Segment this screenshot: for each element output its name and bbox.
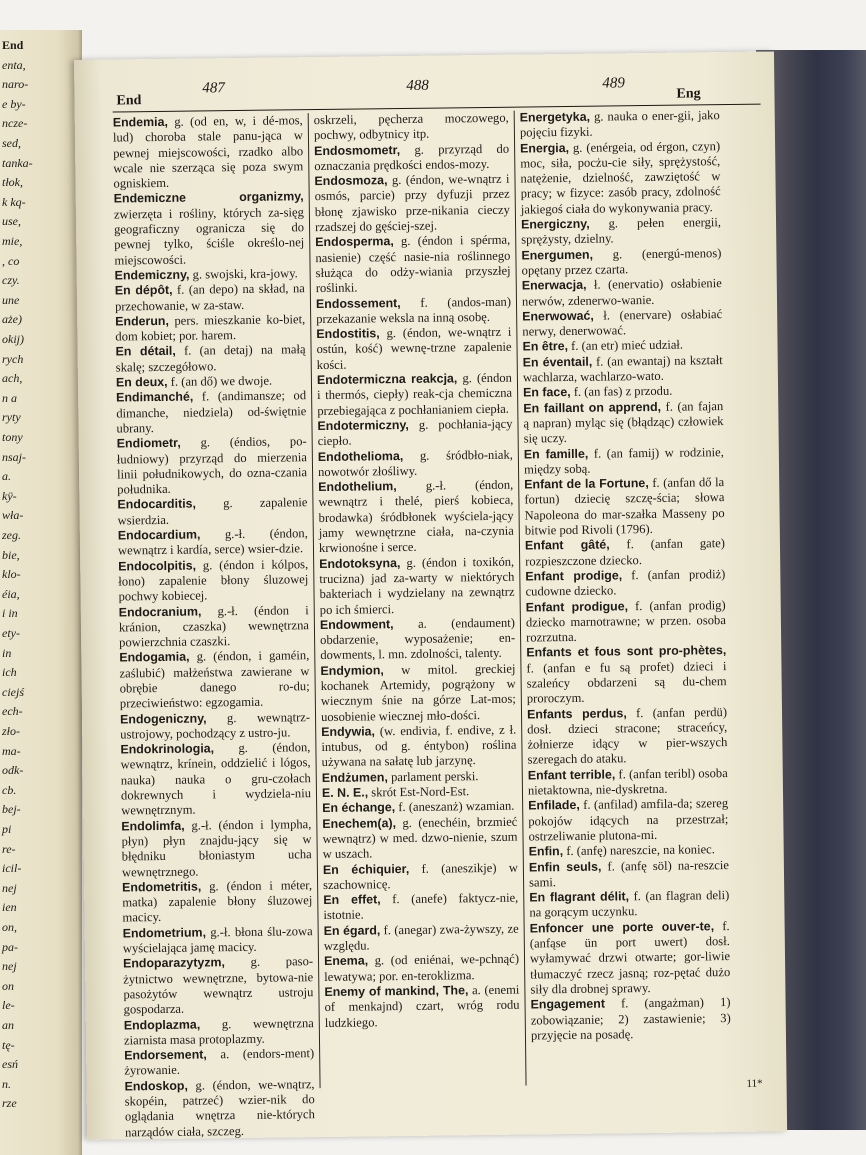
entry-headword: Enfant prodige, xyxy=(525,568,623,584)
dictionary-entry xyxy=(124,1077,315,1141)
dictionary-entry xyxy=(527,705,728,769)
dictionary-entry xyxy=(528,766,728,799)
entry-headword: Endothelioma, xyxy=(317,448,404,464)
entry-definition: g.-ł. (éndon i kránion, czaszka) wewnętrzna powierzchnia czaszki. xyxy=(118,602,310,650)
entry-definition: f. (anfan gate) rozpieszczone dziecko. xyxy=(525,536,726,569)
entry-definition: f. (anfąse ün port uwert) dosł. wyłamywać drzwi otwarte; gor-liwie tłumaczyć rzecz jasną; roz-pętać dużo siły dla drobnej sprawy. xyxy=(529,918,731,997)
entry-headword: Endoparazytyzm, xyxy=(122,955,226,971)
dictionary-entry xyxy=(522,276,722,309)
dictionary-entry xyxy=(314,141,509,174)
entry-headword: Endocranium, xyxy=(118,603,202,619)
page-number-487: 487 xyxy=(202,80,225,97)
dictionary-entry xyxy=(529,858,729,891)
left-page-fragment: enta, xyxy=(2,57,26,72)
entry-headword: Endoplazma, xyxy=(123,1017,201,1032)
dictionary-entry xyxy=(530,995,731,1043)
dictionary-entry xyxy=(316,294,511,327)
entry-headword: Enemy of mankind, The, xyxy=(324,983,469,999)
left-page-fragment: re- xyxy=(2,841,16,856)
entry-definition: a. (endors-ment) żyrowanie. xyxy=(124,1046,315,1078)
entry-headword: En face, xyxy=(523,385,571,400)
dictionary-entry xyxy=(522,307,722,340)
entry-definition: f. (an famij) w rodzinie, między sobą. xyxy=(523,444,724,477)
entry-headword: En échange, xyxy=(322,800,396,816)
entry-headword: Endosmometr, xyxy=(314,142,401,158)
entry-headword: Energetyka, xyxy=(519,109,591,125)
dictionary-entry xyxy=(317,417,512,450)
left-page-fragment: kÿ- xyxy=(2,488,17,503)
entry-definition: g. (od en, w, i dé-mos, lud) choroba stale panu-jąca w pewnej miejscowości, rzadko albo wcale nie szerząca się poza swym ogniskiem. xyxy=(112,113,304,191)
entry-definition: g. (éndon, we-wnątrz i ostún, kość) wewnę-trzne zapalenie kości. xyxy=(316,324,512,372)
dictionary-entry xyxy=(317,371,513,419)
left-page-fragment: wła- xyxy=(2,508,24,523)
dictionary-entry xyxy=(120,740,311,819)
dictionary-entry xyxy=(324,952,519,985)
entry-definition: g. przyrząd do oznaczania prędkości endos-mozy. xyxy=(314,141,510,173)
entry-definition: f. (anfan dő la fortun) dziecię szczę-ścia; słowa Napoleona do mar-szałka Masseny po bitwie pod Rivoli (1796). xyxy=(524,475,725,538)
entry-headword: En famille, xyxy=(523,446,589,462)
left-page-fragment: a. xyxy=(2,469,11,484)
entry-headword: Enfant prodigue, xyxy=(525,598,629,615)
dictionary-entry xyxy=(121,817,312,881)
left-page-fragment: pi xyxy=(2,822,12,836)
left-page-fragment: End xyxy=(2,38,24,52)
entry-headword: Enfilade, xyxy=(528,798,580,813)
left-page-fragment: n. xyxy=(2,1076,11,1091)
left-page-fragment: klo- xyxy=(2,567,21,582)
dictionary-entry xyxy=(123,954,314,1018)
entry-definition: g. pochłania-jący ciepło. xyxy=(317,416,513,449)
entry-headword: Endosmoza, xyxy=(314,173,388,189)
dictionary-entry xyxy=(114,190,305,269)
entry-headword: Enerwacja, xyxy=(521,278,587,293)
entry-headword: Endossement, xyxy=(315,295,401,311)
left-page-fragment: nsaj- xyxy=(2,449,26,464)
entry-headword: Enfant terrible, xyxy=(527,767,616,783)
entry-definition: f. (anfan perdü) dosł. dzieci stracone; straceńcy, żołnierze idący w pier-wszych szeregach do ataku. xyxy=(527,704,728,767)
column-2 xyxy=(314,111,520,1031)
left-page-fragment: mie, xyxy=(2,234,23,248)
left-page-fragment: ety- xyxy=(2,626,20,640)
entry-definition: f. (an fas) z przodu. xyxy=(570,384,673,400)
dictionary-entry xyxy=(115,312,305,345)
entry-definition: g. (éndios, po-łudniowy) przyrząd do mierzenia linii południkowych, do ozna-czania południka. xyxy=(116,434,308,497)
dictionary-entry xyxy=(530,919,731,998)
left-page-fragment: éia, xyxy=(2,586,20,601)
dictionary-entry xyxy=(118,526,308,559)
left-page-fragment: nej xyxy=(2,880,17,895)
entry-headword: Endemiczny, xyxy=(114,267,190,283)
entry-definition: f. (an ewantaj) na kształt wachlarza, wachlarzo-wato. xyxy=(522,352,723,385)
dictionary-entry xyxy=(119,603,310,651)
entry-definition: f. (an depo) na skład, na przechowanie, w za-staw. xyxy=(114,281,305,314)
dictionary-entry xyxy=(120,710,310,743)
entry-definition: g. wewnętrzna ziarnista masa protoplazmy. xyxy=(123,1015,314,1048)
entry-definition: g. (od eniénai, we-pchnąć) lewatywa; por. en-teroklizma. xyxy=(324,951,520,984)
right-page xyxy=(74,51,787,1139)
dictionary-entry xyxy=(521,246,721,279)
entry-headword: Enfoncer une porte ouver-te, xyxy=(529,918,715,936)
entry-definition: f. (aneszanż) wzamian. xyxy=(395,799,515,815)
entry-headword: En être, xyxy=(522,339,569,354)
left-page-fragment: rze xyxy=(2,1096,17,1111)
entry-headword: En effet, xyxy=(323,892,381,908)
left-page-fragment: aże) xyxy=(2,312,22,327)
entry-headword: Endowment, xyxy=(319,616,394,632)
left-running-head: End xyxy=(116,93,142,109)
entry-definition: g. pełen energii, sprężysty, dzielny. xyxy=(521,215,722,247)
left-page-fragment: ryty xyxy=(2,410,21,425)
entry-definition: f. (andos-man) przekazanie weksla na inną osobę. xyxy=(316,294,512,326)
left-page-fragment: tę- xyxy=(2,1037,15,1052)
entry-headword: En dépôt, xyxy=(114,283,173,298)
entry-headword: Enfin, xyxy=(528,844,564,859)
dictionary-entry xyxy=(322,814,518,862)
entry-definition: f. (anefe) faktycz-nie, istotnie. xyxy=(323,890,519,923)
entry-headword: Endocolpitis, xyxy=(118,558,197,574)
entry-headword: En échiquier, xyxy=(322,861,410,877)
dictionary-entry xyxy=(524,445,724,478)
entry-definition: g. (éndon i kólpos, łono) zapalenie błony śluzowej pochwy kobiecej. xyxy=(118,556,309,604)
entry-headword: Endometritis, xyxy=(122,879,202,895)
dictionary-entry xyxy=(117,496,307,529)
entry-headword: Endymion, xyxy=(320,662,384,678)
entry-headword: En éventail, xyxy=(522,354,593,370)
dictionary-entry xyxy=(115,281,305,314)
entry-headword: Endemia, xyxy=(112,114,168,130)
dictionary-entry xyxy=(116,389,307,437)
left-page-fragment: n a xyxy=(2,390,17,405)
entry-headword: E. N. E., xyxy=(321,785,369,801)
dictionary-entry xyxy=(314,111,509,144)
page-number-488: 488 xyxy=(406,77,429,94)
entry-definition: ł. (enervatio) osłabienie nerwów, zdenerwo-wanie. xyxy=(521,276,722,309)
entry-definition: g. zapalenie wsierdzia. xyxy=(117,495,308,528)
page-number-489: 489 xyxy=(602,75,625,92)
entry-definition: f. (an flagran deli) na gorącym uczynku. xyxy=(529,888,730,920)
entry-headword: Endżumen, xyxy=(321,769,388,785)
entry-definition: g. swojski, kra-jowy. xyxy=(189,266,298,282)
entry-headword: En deux, xyxy=(115,374,168,390)
dictionary-entry xyxy=(523,399,724,447)
left-page-fragment: pa- xyxy=(2,939,18,954)
entry-definition: g.-ł. (éndon i lympha, płyn) płyn znajdu-jący się w błędniku błoniastym ucha wewnętrznego. xyxy=(121,816,312,880)
entry-definition: f. (an fajan ą napran) myląc się (błądząc) człowiek się uczy. xyxy=(523,398,724,446)
entry-headword: Enfin seuls, xyxy=(528,859,602,875)
entry-headword: Enderun, xyxy=(115,313,169,329)
dictionary-entry xyxy=(526,643,727,707)
left-page-fragment: use, xyxy=(2,214,21,229)
entry-definition: g.-ł. (éndon, wewnątrz i thelé, pierś kobieca, brodawka) śródbłonek wyściela-jący jamy wewnętrzne ciała, na-czynia krwionośne i serce. xyxy=(318,477,514,556)
entry-headword: Enfants et fous sont pro-phètes, xyxy=(526,643,727,660)
entry-definition: pers. mieszkanie ko-biet, dom kobiet; por. harem. xyxy=(115,312,306,344)
entry-definition: g. (éndon i méter, matka) zapalenie błony śluzowej macicy. xyxy=(122,877,313,925)
entry-definition: g. (éndon, we-wnątrz i osmós, parcie) przy dyfuzji przez błonę zjawisko prze-nikania cieczy rzadszej do gęściej-szej. xyxy=(314,171,510,235)
dictionary-entry xyxy=(526,598,727,646)
left-page-fragment: ncze- xyxy=(2,116,28,131)
left-page-fragment: czy. xyxy=(2,273,20,288)
dictionary-entry xyxy=(319,554,515,618)
dictionary-entry xyxy=(124,1016,314,1049)
dictionary-entry xyxy=(316,325,512,373)
left-page-fragment: zło- xyxy=(2,724,20,738)
entry-headword: Endogeniczny, xyxy=(119,711,207,727)
dictionary-entry xyxy=(321,723,517,771)
left-page-fragment: une xyxy=(2,292,20,307)
entry-definition: f. (aneszikje) w szachownicę. xyxy=(323,860,518,892)
left-page-fragment: tłok, xyxy=(2,175,23,190)
entry-definition: g. (éndon i thermós, ciepły) reak-cja chemiczna przebiegająca z pochłanianiem ciepła. xyxy=(317,370,513,418)
dictionary-entry xyxy=(320,661,516,725)
dictionary-entry xyxy=(117,434,308,498)
left-page-fragment: k kq- xyxy=(2,194,26,209)
entry-definition: f. (anfę söl) na-reszcie sami. xyxy=(528,857,729,890)
dictionary-entry xyxy=(520,139,721,218)
entry-headword: En égard, xyxy=(323,923,381,938)
entry-definition: f. (andimansze; od dimanche, niedziela) od-świętnie ubrany. xyxy=(116,388,307,436)
entry-definition: (w. endivia, f. endive, z ł. intubus, od g. éntybon) roślina używana na sałatę lub jarzynę. xyxy=(321,722,517,770)
entry-headword: Enechem(a), xyxy=(322,815,397,831)
entry-definition: zwierzęta i rośliny, których za-sięg geograficzny ogranicza się do pewnej tylko, ściśle określo-nej miejscowości. xyxy=(113,204,305,268)
dictionary-entry xyxy=(523,353,723,386)
entry-headword: Engagement xyxy=(530,996,606,1012)
dictionary-entry xyxy=(528,796,729,844)
dictionary-entry xyxy=(315,233,511,297)
entry-definition: g.-ł. (éndon, wewnątrz i kardía, serce) wsier-dzie. xyxy=(117,526,308,558)
left-page xyxy=(0,30,82,1155)
entry-definition: g. paso-żytnictwo wewnętrzne, bytowa-nie pasożytów wewnątrz ustroju gospodarza. xyxy=(123,954,314,1017)
entry-headword: Enfant gâté, xyxy=(524,537,610,553)
entry-definition: g. wewnątrz-ustrojowy, pochodzący z ustro-ju. xyxy=(120,709,311,742)
entry-headword: Endocardium, xyxy=(117,527,201,543)
entry-headword: Endorsement, xyxy=(124,1047,207,1063)
entry-headword: Endiometr, xyxy=(116,435,181,451)
column-1 xyxy=(113,113,316,1140)
entry-definition: skrót Est-Nord-Est. xyxy=(368,784,470,800)
entry-headword: Energia, xyxy=(520,140,570,156)
dictionary-entry xyxy=(525,536,725,569)
left-page-fragment: tanka- xyxy=(2,155,33,170)
entry-definition: g. (éndon i spérma, nasienie) część nasie-nia roślinnego służąca do odży-wiania przyszłej roślinki. xyxy=(315,233,511,296)
left-page-fragment: sed, xyxy=(2,136,21,150)
entry-definition: g. (éndon, we-wnątrz, skopéin, patrzeć) wzier-nik do oglądania wnętrza nie-których narządów ciała, szczeg. xyxy=(124,1076,315,1140)
entry-headword: Endothelium, xyxy=(318,479,397,495)
entry-headword: Endotermiczna reakcja, xyxy=(316,371,458,388)
right-running-head: Eng xyxy=(676,86,701,102)
entry-headword: Endokrinologia, xyxy=(120,741,215,757)
left-page-fragment: in xyxy=(2,645,12,660)
entry-headword: Energiczny, xyxy=(520,216,590,232)
entry-headword: Enfant de la Fortune, xyxy=(524,476,649,492)
entry-headword: Enema, xyxy=(323,953,369,969)
dictionary-entry xyxy=(520,108,720,141)
dictionary-entry xyxy=(122,878,313,926)
entry-definition: oskrzeli, pęcherza moczowego, pochwy, odbytnicy itp. xyxy=(313,110,509,143)
dictionary-entry xyxy=(124,1046,314,1079)
entry-definition: g. (enechéin, brzmieć wewnątrz) w med. dzwo-nienie, szum w uszach. xyxy=(322,814,518,862)
left-page-fragment: cb. xyxy=(2,782,17,797)
entry-headword: Enerwować, xyxy=(522,308,594,324)
dictionary-entry xyxy=(323,860,518,893)
entry-headword: Endometrium, xyxy=(122,925,207,941)
entry-definition: f. (anfilad) amfila-da; szereg pokojów idących na przestrzał; ostrzeliwanie plutona-mi. xyxy=(528,796,729,844)
left-page-fragment: i in xyxy=(2,606,18,621)
left-page-fragment: icil- xyxy=(2,861,22,876)
left-page-fragment: esń xyxy=(2,1057,18,1072)
left-page-fragment: okij) xyxy=(2,332,24,346)
dictionary-entry xyxy=(320,615,516,663)
dictionary-entry xyxy=(324,983,520,1031)
dictionary-entry xyxy=(318,447,513,480)
entry-headword: Endogamia, xyxy=(119,650,190,665)
entry-headword: Endotoksyna, xyxy=(319,555,401,571)
left-page-fragment: nej xyxy=(2,959,17,974)
left-page-fragment: on, xyxy=(2,920,17,934)
left-page-fragment: ciejś xyxy=(2,684,24,699)
entry-definition: g. (éndon, i gaméin, zaślubić) małżeństwa zawierane w obrębie danego ro-du; przeciwieństwo: egzogamia. xyxy=(119,648,310,711)
entry-definition: f. (an dő) we dwoje. xyxy=(167,373,273,389)
left-page-fragment: ach, xyxy=(2,371,23,386)
dictionary-entry xyxy=(524,475,725,539)
entry-headword: Energumen, xyxy=(521,247,594,263)
left-page-fragment: odk- xyxy=(2,763,24,778)
entry-headword: Endoskop, xyxy=(124,1078,188,1094)
entry-definition: g. (éndon, wewnątrz, krínein, oddzielić i lógos, nauka) nauka o gru-czołach dokrewnych i wydziela-niu wewnętrznym. xyxy=(120,740,312,818)
entry-headword: Endemiczne organizmy, xyxy=(113,189,304,207)
entry-headword: Endimanché, xyxy=(116,389,194,405)
entry-headword: Endostitis, xyxy=(316,326,380,342)
entry-headword: Endocarditis, xyxy=(117,496,197,512)
dictionary-entry xyxy=(529,888,729,921)
entry-headword: Endotermiczny, xyxy=(317,417,409,433)
left-page-fragment: bie, xyxy=(2,547,20,562)
dictionary-entry xyxy=(323,891,518,924)
left-page-fragment: le- xyxy=(2,998,15,1013)
left-page-fragment: ien xyxy=(2,900,17,915)
dictionary-entry xyxy=(113,113,304,192)
entry-headword: Endolimfa, xyxy=(121,818,185,834)
entry-definition: parlament perski. xyxy=(387,768,479,784)
entry-definition: g.-ł. błona ślu-zowa wyścielająca jamę macicy. xyxy=(122,923,313,956)
entry-definition: ł. (enervare) osłabiać nerwy, denerwować. xyxy=(522,306,723,339)
left-page-fragment: bej- xyxy=(2,802,21,817)
left-page-fragment: , co xyxy=(2,253,20,268)
entry-definition: g. (energú-menos) opętany przez czarta. xyxy=(521,245,722,278)
signature-mark: 11* xyxy=(746,1077,763,1090)
left-page-fragment: e by- xyxy=(2,96,26,111)
entry-headword: Enfants perdus, xyxy=(526,705,627,722)
dictionary-entry xyxy=(119,649,310,713)
dictionary-entry xyxy=(115,343,305,376)
entry-headword: En détail, xyxy=(115,344,176,359)
left-page-fragment: on xyxy=(2,978,14,993)
entry-definition: w mitol. greckiej kochanek Artemidy, pogrążony w wiecznym śnie na górze Lat-mos; uosobienie wiecznej mło-dości. xyxy=(320,661,516,724)
left-page-fragment: an xyxy=(2,1018,14,1032)
entry-definition: a. (enemi of menkajnd) czart, wróg rodu ludzkiego. xyxy=(324,982,520,1030)
left-page-fragment: ma- xyxy=(2,743,21,758)
left-page-fragment: tony xyxy=(2,430,23,444)
entry-definition: f. (angażman) 1) zobowiązanie; 2) zastawienie; 3) przyjęcie na posadę. xyxy=(530,995,731,1043)
dictionary-entry xyxy=(521,215,721,248)
dictionary-entry xyxy=(314,172,510,236)
entry-definition: f. (anfę) nareszcie, na koniec. xyxy=(563,842,715,859)
entry-definition: f. (anfan prodig) dziecko marnotrawne; w przen. osoba rozrzutna. xyxy=(525,597,726,645)
dictionary-entry xyxy=(525,567,725,600)
entry-definition: f. (an etr) mieć udział. xyxy=(567,338,684,354)
entry-headword: Endosperma, xyxy=(315,234,394,250)
entry-definition: f. (anfan e fu są profet) dzieci i szaleńcy obdarzeni są du-chem proroczym. xyxy=(526,658,727,706)
entry-definition: f. (anfan teribl) osoba nietaktowna, nie-dyskretna. xyxy=(527,765,728,798)
dictionary-entry xyxy=(118,557,309,605)
entry-headword: Endywia, xyxy=(321,724,376,739)
dictionary-entry xyxy=(318,478,514,557)
left-page-fragment: naro- xyxy=(2,77,29,92)
dictionary-entry xyxy=(123,924,313,957)
entry-definition: f. (anegar) zwa-żywszy, ze względu. xyxy=(323,921,519,954)
dictionary-entry xyxy=(324,921,519,954)
left-page-fragment: ich xyxy=(2,665,17,680)
entry-headword: En flagrant délit, xyxy=(529,889,630,905)
left-page-fragment: zeg. xyxy=(2,528,21,542)
left-page-fragment: ech- xyxy=(2,704,23,719)
entry-headword: En faillant on apprend, xyxy=(523,399,662,416)
column-3 xyxy=(520,108,731,1043)
left-page-fragment: rych xyxy=(2,351,24,366)
entry-definition: f. (an detaj) na małą skalę; szczegółowo. xyxy=(115,342,306,375)
entry-definition: f. (anfan prodiż) cudowne dziecko. xyxy=(525,566,726,599)
entry-definition: g. (enérgeia, od érgon, czyn) moc, siła, pocżu-cie siły, sprężystość, natężenie, dzielność, zawziętość w pracy; w fizyce: zasób pracy, zdolność jakiegoś ciała do wykonywania pracy. xyxy=(520,138,721,217)
entry-definition: a. (endaument) obdarzenie, wyposażenie; en-dowments, l. mn. zdolności, talenty. xyxy=(320,615,516,663)
entry-definition: g. (éndon i toxikón, trucizna) jad za-warty w niektórych bakteriach i wydzielany na zewnątrz po ich śmierci. xyxy=(319,554,515,617)
entry-definition: g. śródbło-niak, nowotwór złośliwy. xyxy=(317,447,513,479)
entry-definition: g. nauka o ener-gii, jako pojęciu fizyki. xyxy=(519,108,720,140)
